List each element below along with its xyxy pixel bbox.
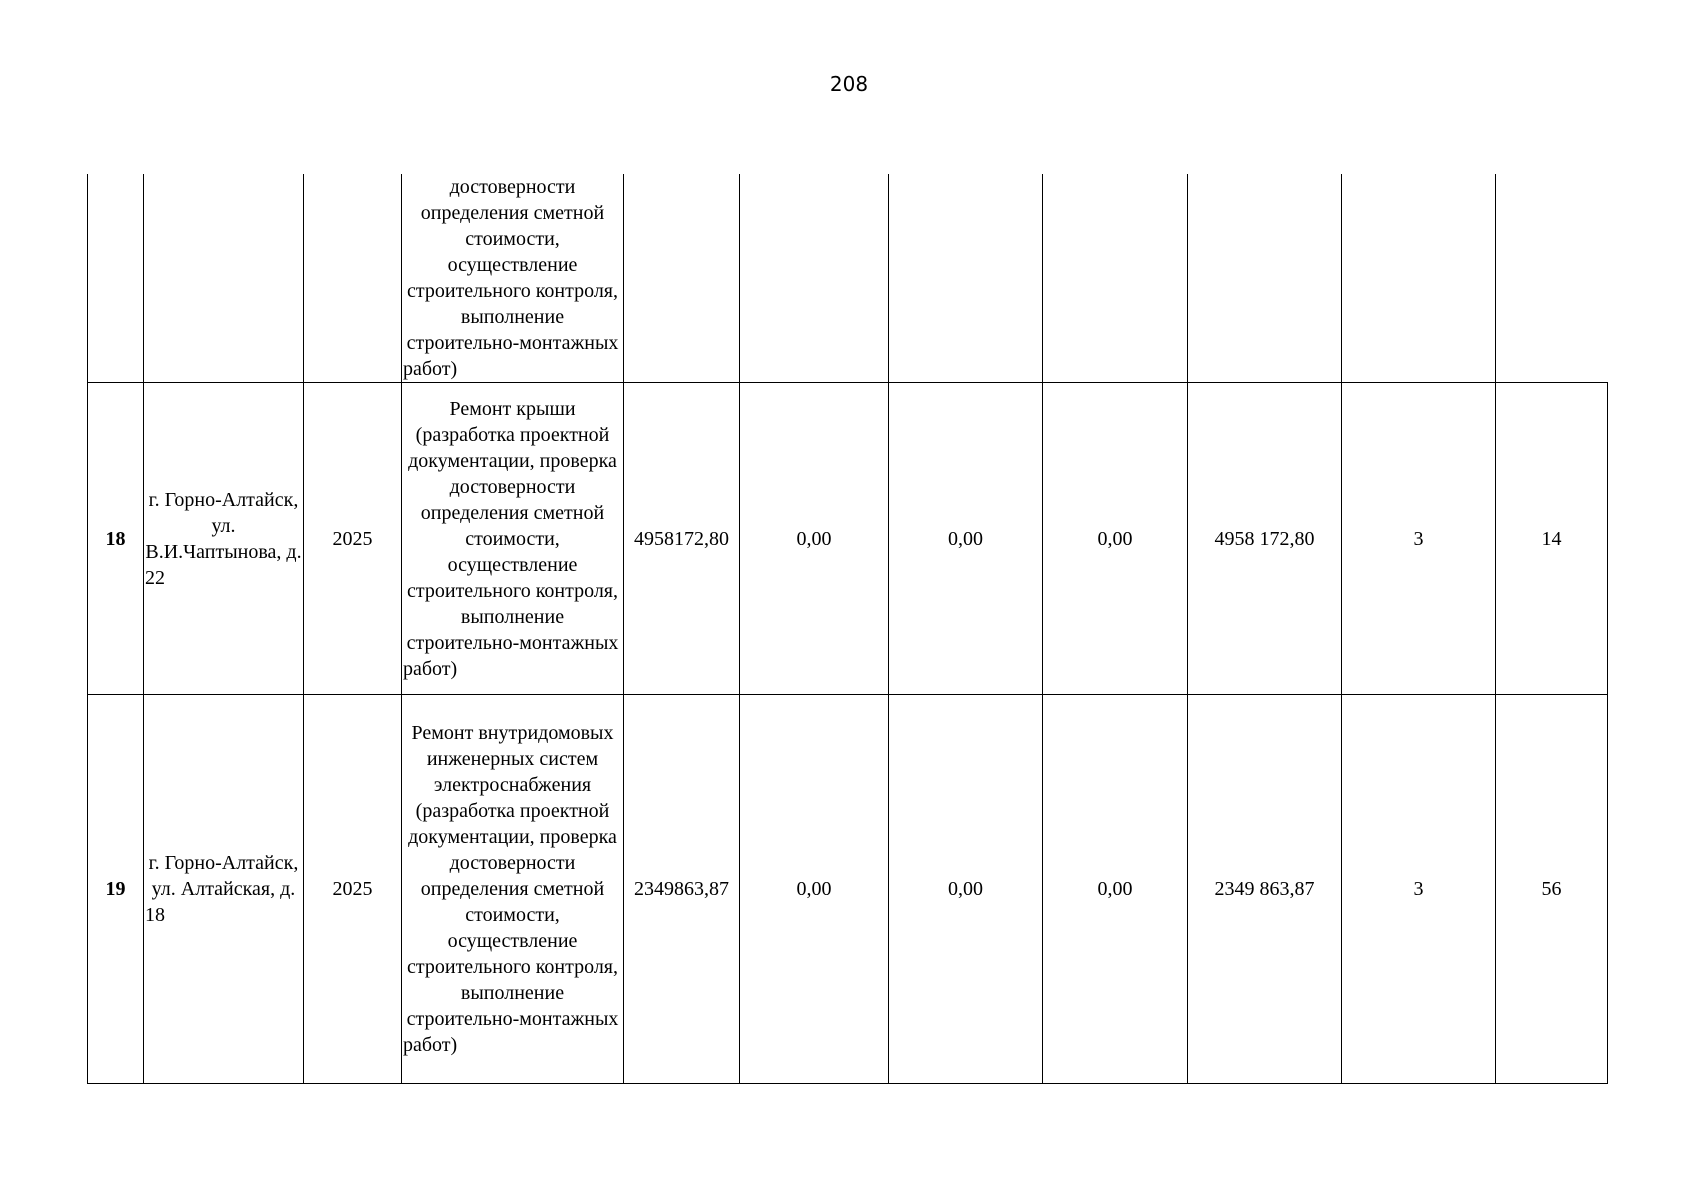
cost-cell	[624, 174, 740, 383]
row-number-cell: 19	[88, 695, 144, 1084]
row-number-cell	[88, 174, 144, 383]
amount-cell: 0,00	[889, 383, 1043, 695]
value-cell: 3	[1342, 383, 1496, 695]
description-cell: достоверности определения сметной стоимости, осуществление строительного контроля, выполнение строительно-монтажных работ)	[402, 174, 624, 383]
amount-cell: 0,00	[740, 383, 889, 695]
total-cell: 4958 172,80	[1188, 383, 1342, 695]
total-cell: 2349 863,87	[1188, 695, 1342, 1084]
table-row	[88, 695, 1608, 1084]
address-cell	[144, 174, 304, 383]
table-row	[88, 383, 1608, 695]
value-cell	[1342, 174, 1496, 383]
year-cell	[304, 174, 402, 383]
value-cell: 3	[1342, 695, 1496, 1084]
cost-cell: 4958172,80	[624, 383, 740, 695]
description-cell: Ремонт внутридомовых инженерных систем электроснабжения (разработка проектной документации, проверка достоверности определения сметной стоимости, осуществление строительного контроля, выполнение строительно-монтажных работ)	[402, 695, 624, 1084]
page-number: 208	[829, 72, 869, 96]
amount-cell: 0,00	[1043, 695, 1188, 1084]
address-cell: г. Горно-Алтайск, ул. В.И.Чаптынова, д. 22	[144, 383, 304, 695]
amount-cell	[740, 174, 889, 383]
total-cell	[1188, 174, 1342, 383]
works-table	[87, 174, 1608, 1084]
year-cell: 2025	[304, 383, 402, 695]
amount-cell: 0,00	[889, 695, 1043, 1084]
address-cell: г. Горно-Алтайск, ул. Алтайская, д. 18	[144, 695, 304, 1084]
table-row	[88, 174, 1608, 383]
amount-cell: 0,00	[1043, 383, 1188, 695]
row-number-cell: 18	[88, 383, 144, 695]
cost-cell: 2349863,87	[624, 695, 740, 1084]
description-cell: Ремонт крыши (разработка проектной документации, проверка достоверности определения сметной стоимости, осуществление строительного контроля, выполнение строительно-монтажных работ)	[402, 383, 624, 695]
value-cell	[1496, 174, 1608, 383]
amount-cell: 0,00	[740, 695, 889, 1084]
amount-cell	[889, 174, 1043, 383]
amount-cell	[1043, 174, 1188, 383]
value-cell: 14	[1496, 383, 1608, 695]
year-cell: 2025	[304, 695, 402, 1084]
value-cell: 56	[1496, 695, 1608, 1084]
